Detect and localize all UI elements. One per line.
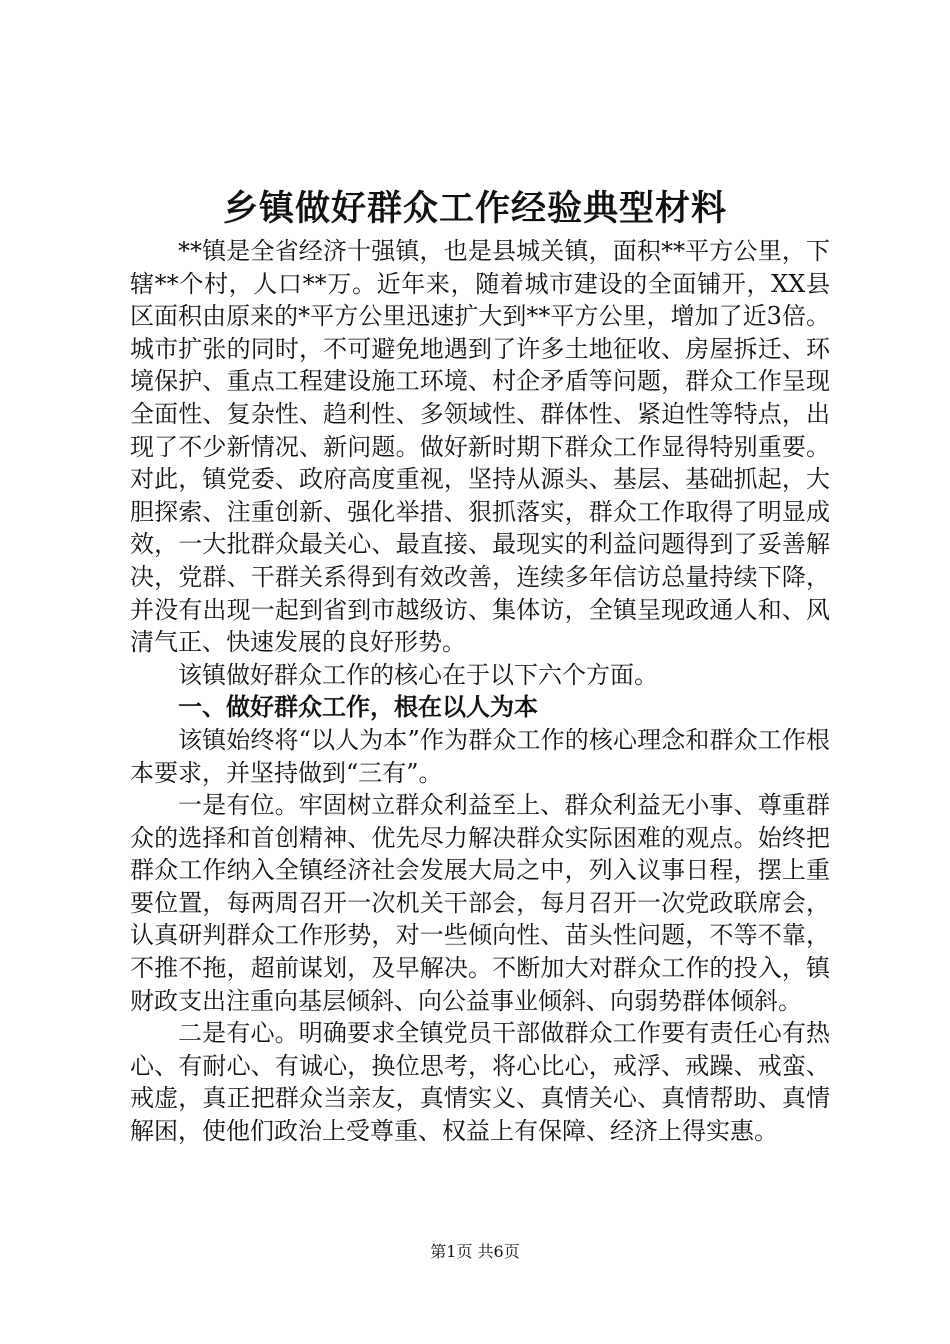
page-footer: 第1页 共6页 xyxy=(430,1242,520,1261)
section-intro-paragraph: 该镇始终将“以人为本”作为群众工作的核心理念和群众工作根本要求，并坚持做到“三有”。 xyxy=(130,725,830,787)
section-heading: 一、做好群众工作，根在以人为本 xyxy=(178,692,538,722)
point-one-paragraph: 一是有位。牢固树立群众利益至上、群众利益无小事、尊重群众的选择和首创精神、优先尽力解决群众实际困难的观点。始终把群众工作纳入全镇经济社会发展大局之中，列入议事日程，摆上重要位置，每两周召开一次机关干部会，每月召开一次党政联席会，认真研判群众工作形势，对一些倾向性、苗头性问题，不等不靠，不推不拖，超前谋划，及早解决。不断加大对群众工作的投入，镇财政支出注重向基层倾斜、向公益事业倾斜、向弱势群体倾斜。 xyxy=(130,791,830,1015)
document-body xyxy=(130,235,830,1148)
summary-paragraph: 该镇做好群众工作的核心在于以下六个方面。 xyxy=(178,660,658,689)
document-title: 乡镇做好群众工作经验典型材料 xyxy=(222,188,727,229)
intro-paragraph: **镇是全省经济十强镇，也是县城关镇，面积**平方公里，下辖**个村，人口**万。近年来，随着城市建设的全面铺开，XX县区面积由原来的*平方公里迅速扩大到**平方公里，增加了近3倍。城市扩张的同时，不可避免地遇到了许多土地征收、房屋拆迁、环境保护、重点工程建设施工环境、村企矛盾等问题，群众工作呈现全面性、复杂性、趋利性、多领域性、群体性、紧迫性等特点，出现了不少新情况、新问题。做好新时期下群众工作显得特别重要。对此，镇党委、政府高度重视，坚持从源头、基层、基础抓起，大胆探索、注重创新、强化举措、狠抓落实，群众工作取得了明显成效，一大批群众最关心、最直接、最现实的利益问题得到了妥善解决，党群、干群关系得到有效改善，连续多年信访总量持续下降，并没有出现一起到省到市越级访、集体访，全镇呈现政通人和、风清气正、快速发展的良好形势。 xyxy=(130,237,830,657)
point-two-paragraph: 二是有心。明确要求全镇党员干部做群众工作要有责任心有热心、有耐心、有诚心，换位思考，将心比心，戒浮、戒躁、戒蛮、戒虚，真正把群众当亲友，真情实义、真情关心、真情帮助、真情解困，使他们政治上受尊重、权益上有保障、经济上得实惠。 xyxy=(130,1019,830,1146)
